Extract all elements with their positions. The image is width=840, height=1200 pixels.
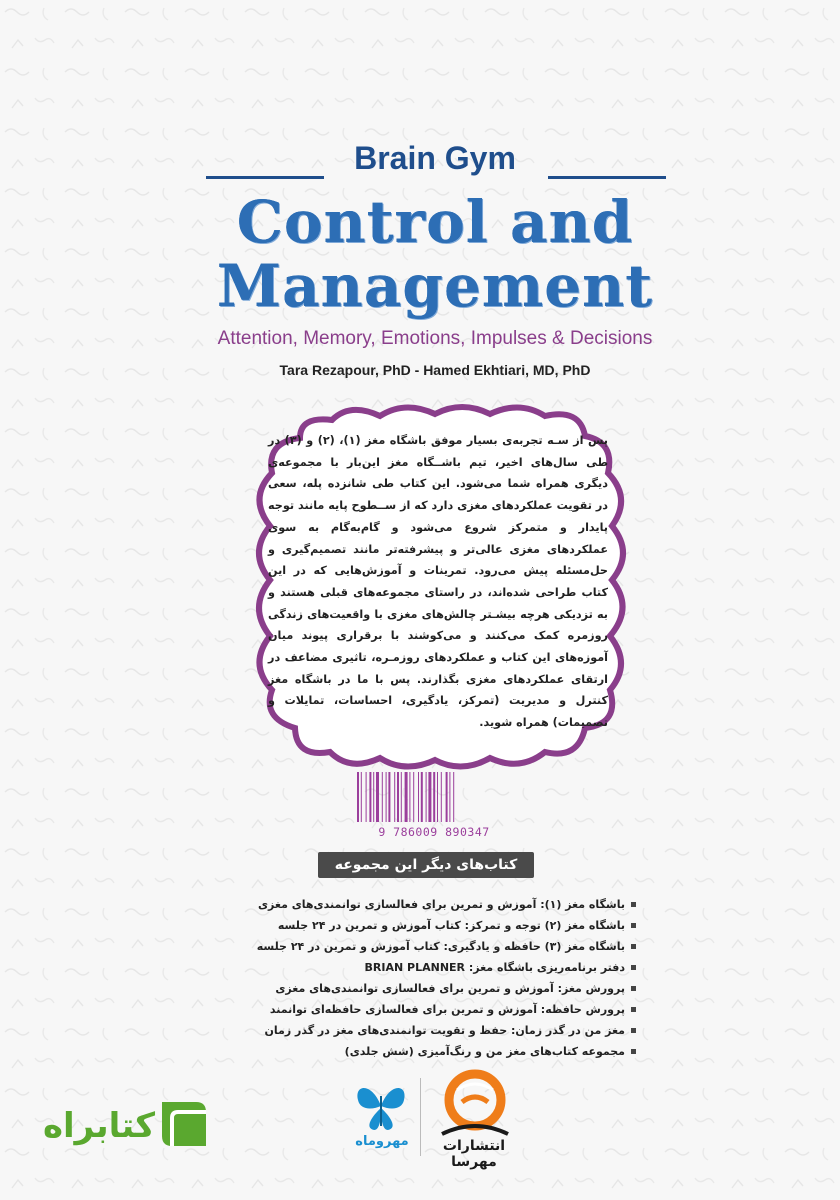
list-item-text: دفتر برنامه‌ریزی باشگاه مغز: BRIAN PLANNER <box>364 961 625 974</box>
series-row <box>200 140 670 186</box>
barcode-bar <box>421 772 423 822</box>
barcode-bar <box>369 772 371 822</box>
barcode-bar <box>405 772 408 822</box>
barcode-bar <box>426 772 427 822</box>
barcode-bar <box>361 772 362 822</box>
barcode-bar <box>357 772 359 822</box>
list-item-text: باشگاه مغز (۲) توجه و تمرکز: کتاب آموزش و تمرین در ۲۴ جلسه <box>277 919 625 932</box>
barcode-bar <box>386 772 387 822</box>
subtitle: Attention, Memory, Emotions, Impulses & Decisions <box>217 328 653 349</box>
bullet-icon <box>631 902 636 907</box>
bullet-icon <box>631 1049 636 1054</box>
bullet-icon <box>631 944 636 949</box>
imprint-logo <box>352 1076 410 1136</box>
barcode-bar <box>441 772 442 822</box>
barcode-bar <box>453 772 454 822</box>
series-title: Brain Gym <box>354 140 516 176</box>
blurb-cloud <box>240 398 640 788</box>
barcode-bar <box>388 772 390 822</box>
list-item-text: باشگاه مغز (۳) حافظه و یادگیری: کتاب آموزش و تمرین در ۲۴ جلسه <box>256 940 625 953</box>
barcode <box>351 772 517 842</box>
other-books-heading <box>318 852 534 878</box>
barcode-bar <box>366 772 367 822</box>
list-item-text: پرورش مغز: آموزش و تمرین برای فعالسازی توانمندی‌های مغزی <box>275 982 625 995</box>
list-item <box>200 894 636 915</box>
list-item-text: پرورش حافظه: آموزش و تمرین برای فعالسازی حافظه‌ای توانمند <box>269 1003 625 1016</box>
list-item-text: مجموعه کتاب‌های مغز من و رنگ‌آمیزی (شش جلدی) <box>344 1045 625 1058</box>
barcode-bar <box>376 772 379 822</box>
logo-divider <box>420 1078 421 1156</box>
bullet-icon <box>631 1007 636 1012</box>
barcode-bar <box>397 772 399 822</box>
list-item <box>200 1020 636 1041</box>
main-title-line2: Management <box>216 252 654 320</box>
barcode-bar <box>409 772 410 822</box>
bullet-icon <box>631 923 636 928</box>
main-title-line1: Control and <box>236 188 634 256</box>
other-books-list <box>200 894 636 1062</box>
barcode-bar <box>449 772 450 822</box>
barcode-bar <box>433 772 435 822</box>
barcode-bar <box>394 772 395 822</box>
barcode-bar <box>428 772 431 822</box>
barcode-bar <box>401 772 402 822</box>
barcode-bar <box>437 772 438 822</box>
imprint-name: مهروماه <box>355 1134 409 1149</box>
list-item-text: باشگاه مغز (۱): آموزش و تمرین برای فعالسازی توانمندی‌های مغزی <box>257 898 625 911</box>
list-item <box>200 1041 636 1062</box>
list-item <box>200 978 636 999</box>
list-item-text: مغز من در گذر زمان: حفظ و تقویت توانمندی‌های مغز در گذر زمان <box>264 1024 625 1037</box>
publisher-name: انتشارات مهرسا <box>442 1138 506 1170</box>
barcode-digits: 9 786009 890347 <box>378 825 490 839</box>
barcode-bar <box>418 772 419 822</box>
authors: Tara Rezapour, PhD - Hamed Ekhtiari, MD, PhD <box>279 362 591 378</box>
store-name: کتابراه <box>42 1106 155 1146</box>
barcode-bar <box>446 772 448 822</box>
barcode-bars <box>351 772 517 824</box>
other-books-heading-text: کتاب‌های دیگر این مجموعه <box>334 857 518 873</box>
bullet-icon <box>631 1028 636 1033</box>
store-book-icon <box>156 1098 210 1150</box>
list-item <box>200 936 636 957</box>
bullet-icon <box>631 965 636 970</box>
list-item <box>200 999 636 1020</box>
list-item <box>200 957 636 978</box>
list-item <box>200 915 636 936</box>
bullet-icon <box>631 986 636 991</box>
blurb-text: پس از سـه تجربه‌ی بسیار موفق باشگاه مغز (۱)، (۲) و (۳) در طی سال‌های اخیر، تیم باشــگاه مغز این‌بار با مجموعه‌ی دیگری همراه شما می‌شود. این کتاب طی شانزده پله، سعی در تقویت عملکردهای مغزی دارد که از ســطوح پایه مانند توجه پایدار و متمرکز شروع می‌شود و گام‌به‌گام به سوی عملکردهای مغزی عالی‌تر و پیشرفته‌تر مانند تصمیم‌گیری و حل‌مسئله پیش می‌رود. تمرینات و آموزش‌هایی که در این کتاب طراحی شده‌اند، در راستای مجموعه‌های قبلی هستند و به تزدیکی هرچه بیشـتر چالش‌های مغزی با واقعیت‌های زندگی روزمره کمک می‌کنند و می‌کوشند با برقراری پیوند میان آموزه‌های این کتاب و عملکردهای روزمـره، تاثیری مضاعف در ارتقای عملکردهای مغزی بگذارند. پس با ما در باشگاه مغز کنترل و مدیریت (تمرکز، یادگیری، احساسات، تمایلات و تصمیمات) همراه شوید. <box>268 434 608 730</box>
barcode-bar <box>413 772 414 822</box>
barcode-bar <box>382 772 383 822</box>
main-title <box>200 190 670 318</box>
barcode-bar <box>373 772 374 822</box>
